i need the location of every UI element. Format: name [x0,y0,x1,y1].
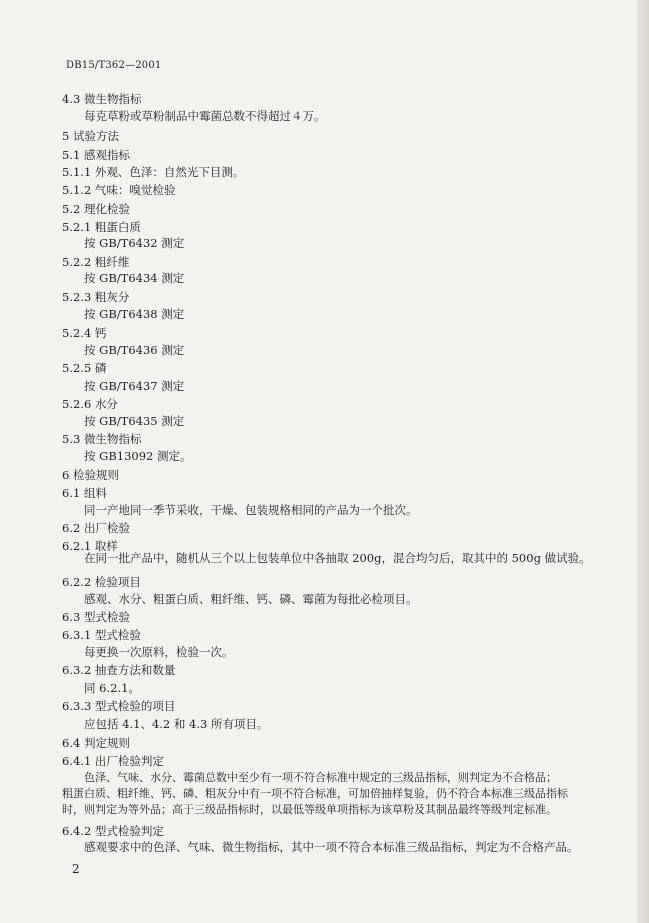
text-line: 在同一批产品中，随机从三个以上包装单位中各抽取 200g，混合均匀后，取其中的 500g 做试验。 [84,551,591,565]
text-line: 6.2 出厂检验 [62,521,130,535]
text-line: 5.3 微生物指标 [62,432,142,446]
text-line: 6.2.2 检验项目 [62,575,141,589]
text-line: 按 GB/T6434 测定 [84,271,185,285]
text-line: 5.2.4 钙 [62,326,107,340]
text-line: 按 GB/T6438 测定 [84,307,185,321]
text-line: 每更换一次原料，检验一次。 [84,645,234,659]
text-line: 按 GB13092 测定。 [84,449,192,463]
scan-edge [637,0,649,923]
text-line: 6.3 型式检验 [62,610,130,624]
text-line: 按 GB/T6436 测定 [84,343,185,357]
text-line: 按 GB/T6437 测定 [84,379,185,393]
text-line: 感观、水分、粗蛋白质、粗纤维、钙、磷、霉菌为每批必检项目。 [84,592,418,606]
text-line: 5.2.3 粗灰分 [62,290,130,304]
text-line: 5.1.2 气味：嗅觉检验 [62,183,176,197]
page-number: 2 [72,862,80,876]
text-line: 5.2.2 粗纤维 [62,255,130,269]
document-code-header: DB15/T362—2001 [66,60,162,71]
text-line: 6.3.1 型式检验 [62,628,141,642]
text-line: 色泽、气味、水分、霉菌总数中至少有一项不符合标准中规定的三级品指标，则判定为不合格品； [84,771,557,784]
text-line: 6.3.3 型式检验的项目 [62,699,176,713]
text-line: 5.2.6 水分 [62,397,118,411]
text-line: 4.3 微生物指标 [62,92,142,106]
text-line: 6.4.1 出厂检验判定 [62,754,164,768]
text-line: 每克草粉或草粉制品中霉菌总数不得超过４万。 [84,109,326,123]
text-line: 5.1.1 外观、色泽：自然光下目测。 [62,165,245,179]
text-line: 按 GB/T6435 测定 [84,414,185,428]
text-line: 感观要求中的色泽、气味、微生物指标，其中一项不符合本标准三级品指标，判定为不合格产品。 [84,840,579,854]
text-line: 5.2.1 粗蛋白质 [62,220,141,234]
text-line: 6 检验规则 [62,468,119,482]
text-line: 时，则判定为等外品；高于三级品指标时，以最低等级单项指标为该草粉及其制品最终等级判定标准。 [62,803,557,816]
text-line: 按 GB/T6432 测定 [84,236,185,250]
text-line: 5.2.5 磷 [62,361,107,375]
text-line: 5.2 理化检验 [62,202,130,216]
text-line: 同 6.2.1。 [84,681,140,695]
text-line: 粗蛋白质、粗纤维、钙、磷、粗灰分中有一项不符合标准，可加倍抽样复验，仍不符合本标准三级品指标 [62,787,568,800]
text-line: 6.4 判定规则 [62,736,130,750]
text-line: 6.3.2 抽查方法和数量 [62,663,176,677]
text-line: 同一产地同一季节采收，干燥、包装规格相同的产品为一个批次。 [84,503,418,517]
text-line: 6.2.1 取样 [62,539,118,553]
text-line: 6.4.2 型式检验判定 [62,824,164,838]
text-line: 应包括 4.1、4.2 和 4.3 所有项目。 [84,717,269,731]
text-line: 5.1 感观指标 [62,148,130,162]
text-line: 6.1 组料 [62,486,107,500]
text-line: 5 试验方法 [62,129,119,143]
